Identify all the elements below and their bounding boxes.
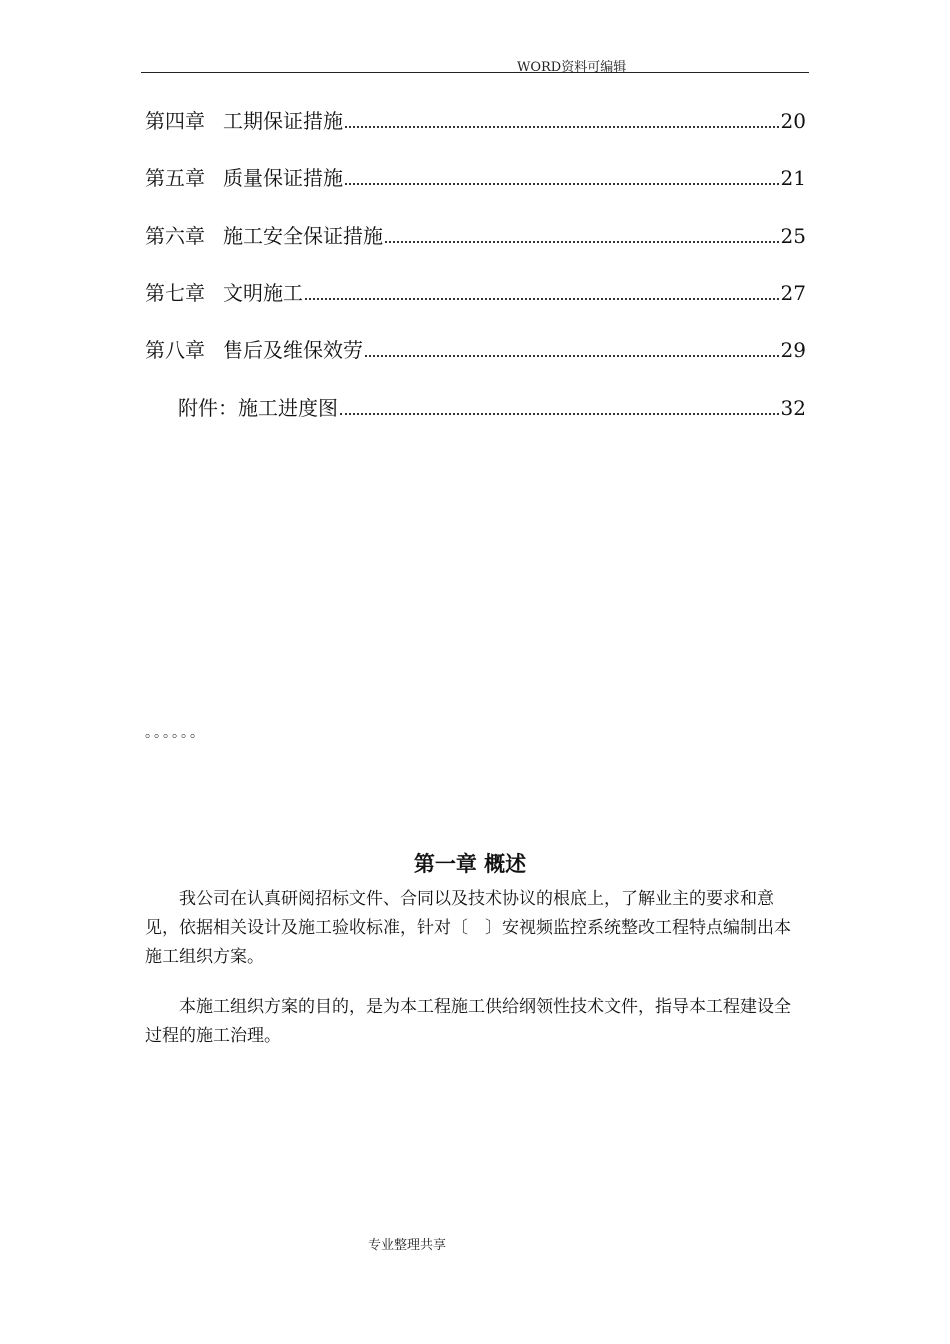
toc-page-number: 29 bbox=[780, 338, 806, 362]
page-header: WORD资料可编辑 bbox=[517, 60, 627, 75]
toc-entry-chapter-8[interactable] bbox=[145, 337, 806, 363]
toc-dot-leader bbox=[340, 413, 779, 415]
toc-entry-chapter-6[interactable] bbox=[145, 223, 806, 249]
toc-page-number: 32 bbox=[780, 396, 806, 420]
toc-page-number: 21 bbox=[780, 166, 806, 190]
header-rule bbox=[141, 72, 809, 73]
toc-dot-leader bbox=[305, 298, 779, 300]
toc-page-number: 25 bbox=[780, 224, 806, 248]
toc-dot-leader bbox=[345, 183, 779, 185]
ellipsis-dots: 。。。。。。 bbox=[145, 725, 206, 741]
toc-chapter-title: 文明施工 bbox=[223, 281, 303, 305]
toc-page-number: 20 bbox=[780, 109, 806, 133]
toc-chapter-title: 工期保证措施 bbox=[223, 109, 343, 133]
toc-dot-leader bbox=[345, 126, 779, 128]
toc-chapter-title: 施工安全保证措施 bbox=[223, 224, 383, 248]
toc-entry-chapter-4[interactable] bbox=[145, 108, 806, 134]
body-paragraph-2: 本施工组织方案的目的，是为本工程施工供给纲领性技术文件，指导本工程建设全过程的施工治理。 bbox=[145, 997, 791, 1046]
toc-chapter-number: 第四章 bbox=[145, 109, 205, 133]
body-paragraph-1: 我公司在认真研阅招标文件、合同以及技术协议的根底上，了解业主的要求和意见，依据相关设计及施工验收标准，针对〔 〕安视频监控系统整改工程特点编制出本施工组织方案。 bbox=[145, 889, 791, 967]
toc-page-number: 27 bbox=[780, 281, 806, 305]
toc-dot-leader bbox=[385, 241, 779, 243]
toc-entry-chapter-7[interactable] bbox=[145, 280, 806, 306]
toc-appendix-title: 附件：施工进度图 bbox=[178, 396, 338, 420]
toc-chapter-title: 质量保证措施 bbox=[223, 166, 343, 190]
toc-chapter-number: 第六章 bbox=[145, 224, 205, 248]
toc-chapter-number: 第七章 bbox=[145, 281, 205, 305]
toc-entry-chapter-5[interactable] bbox=[145, 165, 806, 191]
toc-chapter-number: 第八章 bbox=[145, 338, 205, 362]
page-footer: 专业整理共享 bbox=[368, 1238, 447, 1253]
toc-chapter-number: 第五章 bbox=[145, 166, 205, 190]
toc-entry-appendix[interactable] bbox=[178, 395, 806, 421]
toc-dot-leader bbox=[365, 355, 779, 357]
toc-chapter-title: 售后及维保效劳 bbox=[223, 338, 363, 362]
chapter-heading: 第一章 概述 bbox=[413, 852, 527, 876]
